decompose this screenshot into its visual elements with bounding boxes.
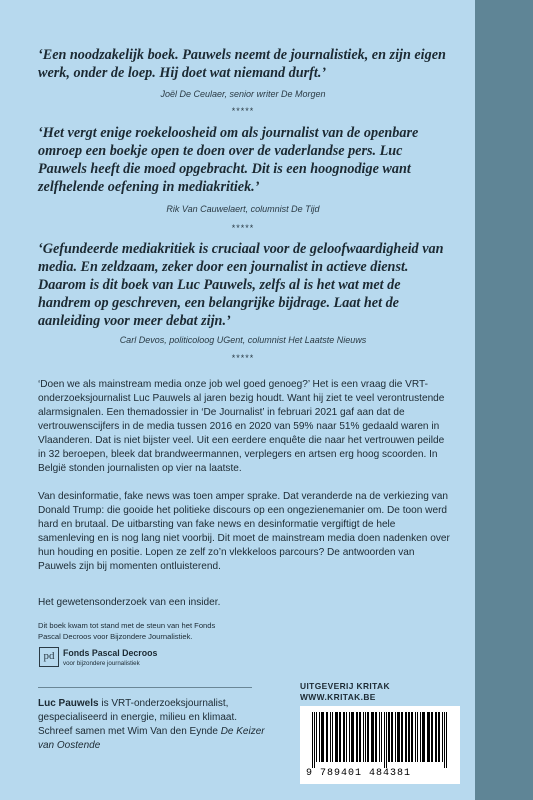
barcode-bar [346,712,347,762]
barcode-bar [321,712,324,762]
sponsor-note: Dit boek kwam tot stand met de steun van het Fonds Pascal Decroos voor Bijzondere Journalistiek. [38,621,216,641]
barcode-bar [386,712,387,768]
barcode-bar [446,712,447,768]
author-bio-text: is VRT-onderzoeksjournalist, gespecialiseerd in energie, milieu en klimaat. Schreef samen met Wim Van den Eynde [38,698,237,737]
book-spine [475,0,533,800]
quote-2: ‘Het vergt enige roekeloosheid om als journalist van de openbare omroep een boekje open te doen over de vaderlandse pers. Luc Pauwels heeft die moed opgebracht. Dit is een hoognodige want zelfhelende oefening in mediakritiek.’ [38,125,419,195]
barcode-bar [326,712,328,762]
barcode-bar [312,712,313,768]
author-divider [38,687,252,688]
barcode-bar [367,712,369,762]
fonds-logo-name: Fonds Pascal Decroos [63,648,158,658]
barcode-icon [310,712,450,768]
barcode-bar [405,712,407,762]
body-paragraph-2: Van desinformatie, fake news was toen amper sprake. Dat veranderde na de verkiezing van Donald Trump: die gooide het politieke discours op een ongezienemanier om. De toon werd hard en brutaal. De uitbarsting van fake news en desinformatie vergiftigt de hele samenleving en is nog lang niet voorbij. Dit moet de mainstream media doen nadenken over hun houding en positie. Lopen ze zelf zo’n vlekkeloos parcours? De antwoorden van Pauwels zijn bij momenten ontluisterend. [38,491,450,572]
body-paragraph-3: Het gewetensonderzoek van een insider. [38,597,221,608]
barcode-bar [375,712,377,762]
separator-3: ***** [231,353,255,363]
separator-2: ***** [231,223,255,233]
barcode-bar [438,712,440,762]
barcode-bar [343,712,345,762]
barcode-bar [397,712,400,762]
barcode-bar [349,712,350,762]
barcode-bar [332,712,333,762]
barcode-bar [391,712,393,762]
barcode-bar [442,712,443,762]
quote-3-attribution: Carl Devos, politicoloog UGent, columnist Het Laatste Nieuws [119,335,367,345]
barcode-bar [330,712,331,762]
publisher-block [300,681,460,703]
quote-3: ‘Gefundeerde mediakritiek is cruciaal voor de geloofwaardigheid van media. En zeldzaam, zeker door een journalist in actieve dienst. Daarom is dit boek van Luc Pauwels, zelfs al is het wat met de handrem op geschreven, een belangrijke bijdrage. Laat het de aanleiding voor meer debat zijn.’ [38,241,444,329]
barcode-bar [339,712,341,762]
barcode-bar [363,712,364,762]
separator-1: ***** [231,106,255,116]
quote-1-attribution: Joël De Ceulaer, senior writer De Morgen [160,89,326,99]
barcode-bar [417,712,418,762]
quote-2-attribution: Rik Van Cauwelaert, columnist De Tijd [166,204,320,214]
barcode-bar [415,712,416,762]
isbn-barcode [300,706,460,784]
author-name: Luc Pauwels [38,698,99,709]
author-bio [38,697,268,753]
barcode-bar [388,712,390,762]
body-paragraph-1: ‘Doen we als mainstream media onze job wel goed genoeg?’ Het is een vraag die VRT-onderzoeksjournalist Luc Pauwels al jaren bezig houdt. Want hij ziet te veel verontrustende alarmsignalen. Een themadossier in ‘De Journalist’ in februari 2021 gaf aan dat de vertrouwenscijfers in de media tussen 2016 en 2020 van 59% naar 51% gedaald waren in Vlaanderen. Dat is niet bijster veel. Uit een eerdere enquête die naar het vertrouwen peilde in 32 beroepen, bleek dat brandweermannen, verplegers en artsen erg hoog scoorden. In België stonden journalisten op vier na laatste. [38,379,445,474]
fonds-logo-subtitle: voor bijzondere journalistiek [63,660,140,667]
barcode-bar [435,712,437,762]
barcode-bar [431,712,433,762]
barcode-bar [365,712,366,762]
barcode-bar [422,712,425,762]
barcode-bar [379,712,380,762]
barcode-bar [444,712,445,768]
barcode-bar [420,712,421,762]
barcode-bar [319,712,320,762]
barcode-bar [408,712,410,762]
barcode-bar [411,712,413,762]
author-book-title: De Keizer van Oostende [38,726,265,751]
publisher-name: UITGEVERIJ KRITAK [300,681,390,691]
barcode-bar [314,712,315,768]
barcode-bar [381,712,382,762]
barcode-bar [335,712,338,762]
barcode-bar [356,712,358,762]
barcode-bar [401,712,403,762]
barcode-bar [359,712,361,762]
barcode-bar [351,712,354,762]
barcode-bar [384,712,385,768]
barcode-bar [395,712,396,762]
barcode-bar [427,712,430,762]
barcode-bar [371,712,374,762]
publisher-url: WWW.KRITAK.BE [300,692,376,702]
isbn-digits: 9 789401 484381 [306,768,412,779]
fonds-logo-mark: pd [39,647,59,667]
barcode-bar [316,712,317,762]
quote-1: ‘Een noodzakelijk boek. Pauwels neemt de journalistiek, en zijn eigen werk, onder de loep. Hij doet wat niemand durft.’ [38,47,446,81]
